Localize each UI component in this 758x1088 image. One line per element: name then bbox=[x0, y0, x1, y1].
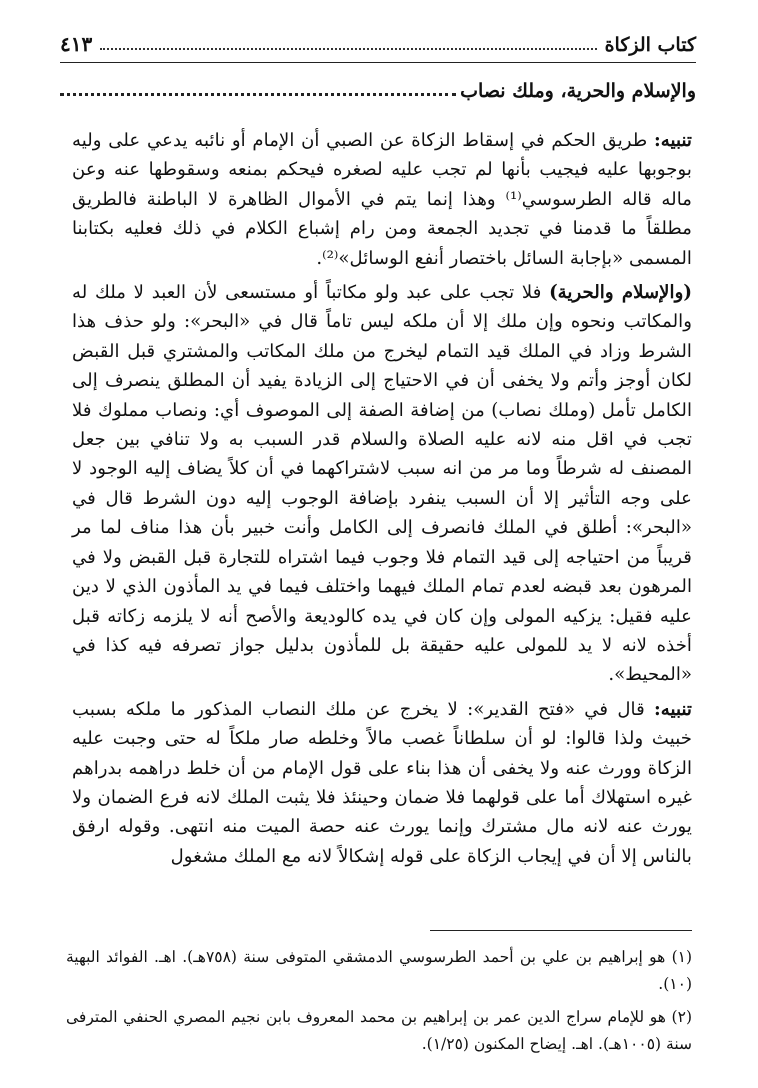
section-dotted-leader bbox=[60, 93, 456, 96]
book-title: كتاب الزكاة bbox=[604, 34, 696, 56]
paragraph bbox=[72, 278, 692, 690]
section-heading bbox=[60, 72, 696, 102]
paragraph-text: طريق الحكم في إسقاط الزكاة عن الصبي أن الإمام أو نائبه يدعي على وليه بوجوبها عليه فيجيب بأنها لم تجب عليه لصغره فيحكم بمنعه وسقوطها عنه وعن ماله قاله الطرسوسي⁽¹⁾ وهذا إنما يتم في الأموال الظاهرة لا الباطنة فالطريق مطلقاً ما قدمنا في تجديد الجمعة ومن رام إشباع الكلام في ذلك فعليه بكتابنا المسمى «بإجابة السائل باختصار أنفع الوسائل»⁽²⁾. bbox=[72, 130, 693, 269]
paragraph-lead: تنبيه: bbox=[654, 130, 692, 151]
footnote: (١) هو إبراهيم بن علي بن أحمد الطرسوسي الدمشقي المتوفى سنة (٧٥٨هـ). اهـ. الفوائد البهية (١٠). bbox=[66, 948, 693, 993]
footnote-separator bbox=[430, 930, 692, 931]
footnote: (٢) هو للإمام سراج الدين عمر بن إبراهيم بن محمد المعروف بابن نجيم المصري الحنفي المترفى سنة (١٠٠٥هـ). اهـ. إيضاح المكنون (١/٢٥). bbox=[66, 1008, 692, 1053]
paragraph-text: فلا تجب على عبد ولو مكاتباً أو مستسعى لأن العبد لا ملك له والمكاتب ونحوه وإن ملك إلا أن ملكه ليس تاماً قال في «البحر»: ولو حذف هذا الشرط وزاد في الملك قيد التمام ليخرج من ملك المكاتب والمشتري قبل القبض لكان أوجز وأتم ولا يخفى أن في الاحتياج إلى الزيادة يفيد أن المطلق ينصرف إلى الكامل تأمل (وملك نصاب) من إضافة الصفة إلى الموصوف أي: ونصاب مملوك فلا تجب في اقل منه لانه عليه الصلاة والسلام قدر السبب به ولا تنافي بين جعل المصنف له شرطاً وما مر من انه سبب لاشتراكهما في أن كلاً يضاف إليه الوجود لا على وجه التأثير إلا أن السبب ينفرد بإضافة الوجوب إليه دون الشرط قال في «البحر»: أطلق في الملك فانصرف إلى الكامل وأنت خبير بأن هذا مناف لما مر قريباً من احتياجه إلى قيد التمام فلا وجوب فيما اشتراه للتجارة قبل القبض ولا في المرهون بعد قبضه لعدم تمام الملك فيهما واختلف فيما في يد المأذون الذي لا دين عليه فقيل: يزكيه المولى وإن كان في يده كالوديعة والأصح أنه لا يلزمه زكاته قبل أخذه لانه لا يد للمولى عليه حقيقة بل للمأذون بدليل جواز تصرفه فيه كذا في «المحيط». bbox=[72, 282, 692, 686]
paragraph bbox=[72, 126, 692, 273]
paragraph-lead: (والإسلام والحرية) bbox=[549, 282, 692, 304]
section-title: والإسلام والحرية، وملك نصاب bbox=[460, 80, 696, 102]
paragraph-text: قال في «فتح القدير»: لا يخرج عن ملك النصاب المذكور ما ملكه بسبب خبيث ولذا قالوا: لو أن سلطاناً غصب مالاً وخلطه صار ملكاً له حتى وجبت عليه الزكاة وورث عنه ولا يخفى أن هذا بناء على قول الإمام من أن خلط دراهمه بدراهم غيره استهلاك أما على قولهما فلا ضمان وحينئذ فلا يثبت الملك لانه فرع الضمان ولا يورث عنه لانه مال مشترك وإنما يورث عنه حصة الميت منه انتهى. وقوله ارفق بالناس إلا أن في إيجاب الزكاة على قوله إشكالاً لانه مع الملك مشغول bbox=[72, 698, 692, 867]
paragraph-lead: تنبيه: bbox=[654, 698, 692, 720]
main-text bbox=[72, 126, 692, 876]
header-dotted-leader bbox=[100, 48, 596, 50]
footnotes bbox=[66, 944, 692, 1064]
running-header bbox=[60, 28, 696, 56]
page-number: ٤١٣ bbox=[60, 32, 93, 56]
header-rule bbox=[60, 62, 696, 63]
paragraph bbox=[72, 695, 692, 871]
